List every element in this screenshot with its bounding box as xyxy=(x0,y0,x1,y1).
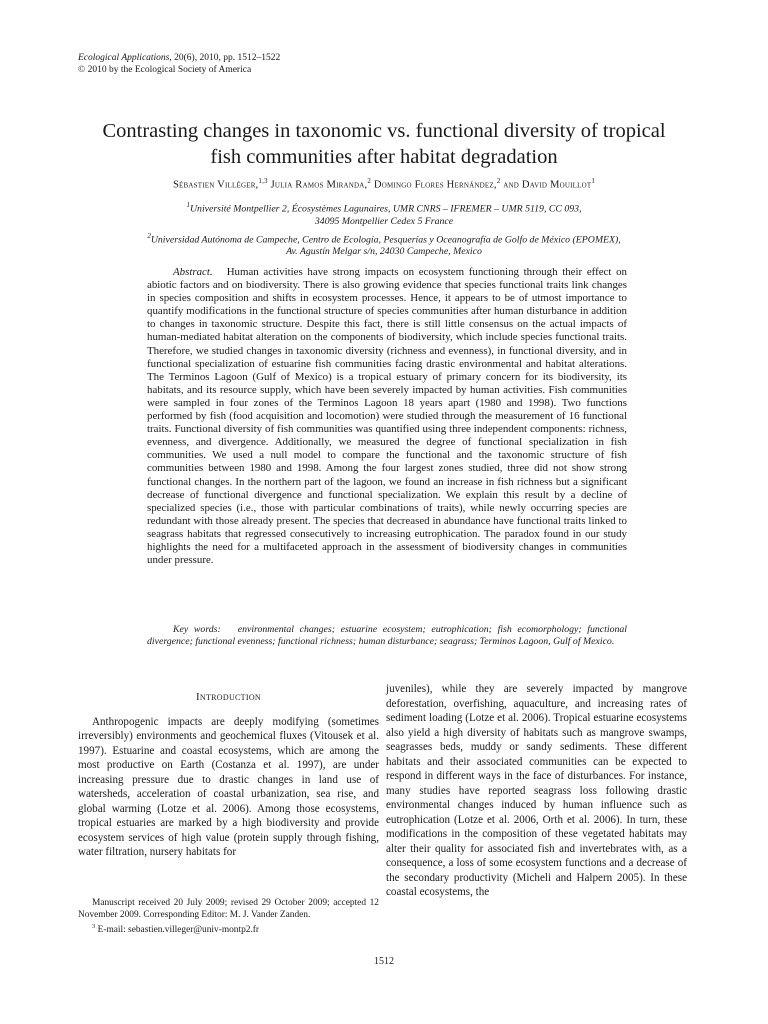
keywords xyxy=(147,624,627,648)
author-affiliation-mark: 2 xyxy=(496,177,501,185)
journal-name: Ecological Applications xyxy=(78,53,170,63)
page-number: 1512 xyxy=(374,956,394,967)
footnote-email xyxy=(78,921,379,937)
keywords-text: environmental changes; estuarine ecosystem; eutrophication; fish ecomorphology; functional divergence; functional evenness; functional richness; human disturbance; seagrass; Terminos Lagoon, Gulf of Mexico. xyxy=(147,624,627,648)
journal-citation: , 20(6), 2010, pp. 1512–1522 xyxy=(169,53,281,63)
author-list xyxy=(60,177,708,191)
abstract-label: Abstract. xyxy=(173,266,213,278)
abstract-text: Human activities have strong impacts on ecosystem functioning through their effect on abiotic factors and on biodiversity. There is also growing evidence that species functional traits link changes in species composition and shifts in ecosystem processes. Hence, it appears to be of utmost importance to quantify modifications in the functional structure of species communities after human disturbance in addition to changes in taxonomic structure. Despite this fact, there is still little consensus on the actual impacts of human-mediated habitat alteration on the components of biodiversity, which include species functional traits. Therefore, we studied changes in taxonomic diversity (richness and evenness), in functional diversity, and in functional specialization of estuarine fish communities facing drastic environmental and habitat alterations. The Terminos Lagoon (Gulf of Mexico) is a tropical estuary of primary concern for its biodiversity, its habitats, and its resource supply, which have been severely impacted by human activities. Fish communities were sampled in four zones of the Terminos Lagoon 18 years apart (1980 and 1998). Two functions performed by fish (food acquisition and locomotion) were studied through the measurement of 16 functional traits. Functional diversity of fish communities was quantified using three independent components: richness, evenness, and divergence. Additionally, we measured the degree of functional specialization in fish communities. We used a null model to compare the functional and the taxonomic structure of fish communities between 1980 and 1998. Among the four largest zones studied, three did not show strong functional changes. In the northern part of the lagoon, we found an increase in fish richness but a significant decrease of functional divergence and functional specialization. We explain this result by a decline of specialized species (i.e., those with particular combinations of traits), while newly occurring species are redundant with those already present. The species that decreased in abundance have functional traits linked to seagrass habitats that regressed consecutively to increasing eutrophication. The paradox found in our study highlights the need for a multifaceted approach in the assessment of biodiversity changes in communities under pressure. xyxy=(147,266,627,567)
body-paragraph: Anthropogenic impacts are deeply modifying (sometimes irreversibly) environments and geochemical fluxes (Vitousek et al. 1997). Estuarine and coastal ecosystems, which are among the most productive on Earth (Costanza et al. 1997), are under increasing pressure due to drastic changes in land use of watersheds, acceleration of coastal urbanization, sea rise, and global warming (Lotze et al. 2006). Among those ecosystems, tropical estuaries are marked by a high biodiversity and provide ecosystem services of high value (protein supply through fishing, water filtration, nursery habitats for xyxy=(78,715,379,858)
author-name: and David Mouillot xyxy=(500,179,592,191)
paper-title: Contrasting changes in taxonomic vs. functional diversity of tropical fish communities after habitat degradation xyxy=(102,120,666,168)
keywords-label: Key words: xyxy=(173,624,221,635)
author-affiliation-mark: 1 xyxy=(591,177,596,185)
affiliation-mark: 2 xyxy=(147,231,151,240)
author-affiliation-mark: 2 xyxy=(367,177,372,185)
affiliation-line: Universidad Autónoma de Campeche, Centro de Ecología, Pesquerías y Oceanografía de Golfo de México (EPOMEX), xyxy=(150,234,621,246)
abstract-paragraph xyxy=(147,266,627,567)
affiliation-2 xyxy=(60,230,708,259)
section-heading-introduction: Introduction xyxy=(196,691,261,703)
abstract xyxy=(147,266,627,567)
copyright-line: © 2010 by the Ecological Society of America xyxy=(78,65,252,75)
footnote-mark: 3 xyxy=(92,923,96,930)
footnote-manuscript: Manuscript received 20 July 2009; revised 29 October 2009; accepted 12 November 2009. Corresponding Editor: M. J. Vander Zanden. xyxy=(78,898,379,920)
affiliation-mark: 1 xyxy=(186,201,190,209)
author-name: Julia Ramos Miranda, xyxy=(267,179,368,191)
journal-header xyxy=(78,52,280,76)
affiliation-line: Av. Agustín Melgar s/n, 24030 Campeche, Mexico xyxy=(286,246,482,258)
body-column-left xyxy=(78,690,379,860)
author-affiliation-mark: 1,3 xyxy=(258,177,268,185)
author-name: Sébastien Villéger, xyxy=(172,179,259,191)
affiliation-line: Université Montpellier 2, Écosystèmes Lagunaires, UMR CNRS – IFREMER – UMR 5119, CC 093, xyxy=(189,203,582,215)
body-column-right xyxy=(386,682,687,900)
affiliation-1 xyxy=(60,199,708,228)
body-paragraph: juveniles), while they are severely impacted by mangrove deforestation, overfishing, aquaculture, and increasing rates of sediment loading (Lotze et al. 2006). Tropical estuarine ecosystems also yield a high diversity of habitats such as mangrove swamps, seagrasses beds, muddy or sandy sediments. These different habitats and their associated communities can be expected to respond in different ways in the face of disturbances. For instance, many studies have reported seagrass loss following drastic environmental changes induced by human influence such as eutrophication (Lotze et al. 2006, Orth et al. 2006). In turn, these modifications in the composition of these vegetated habitats may alter their quality for associated fish and invertebrates with, as a consequence, a loss of some ecosystem functions and a decrease of the secondary productivity (Micheli and Halpern 2005). In these coastal ecosystems, the xyxy=(386,683,687,898)
affiliation-line: 34095 Montpellier Cedex 5 France xyxy=(314,215,454,227)
author-name: Domingo Flores Hernández, xyxy=(371,179,497,191)
keywords-paragraph xyxy=(147,624,627,648)
footnote-email-text: E-mail: sebastien.villeger@univ-montp2.fr xyxy=(95,925,260,936)
footnotes xyxy=(78,898,379,937)
affiliations xyxy=(60,199,708,261)
